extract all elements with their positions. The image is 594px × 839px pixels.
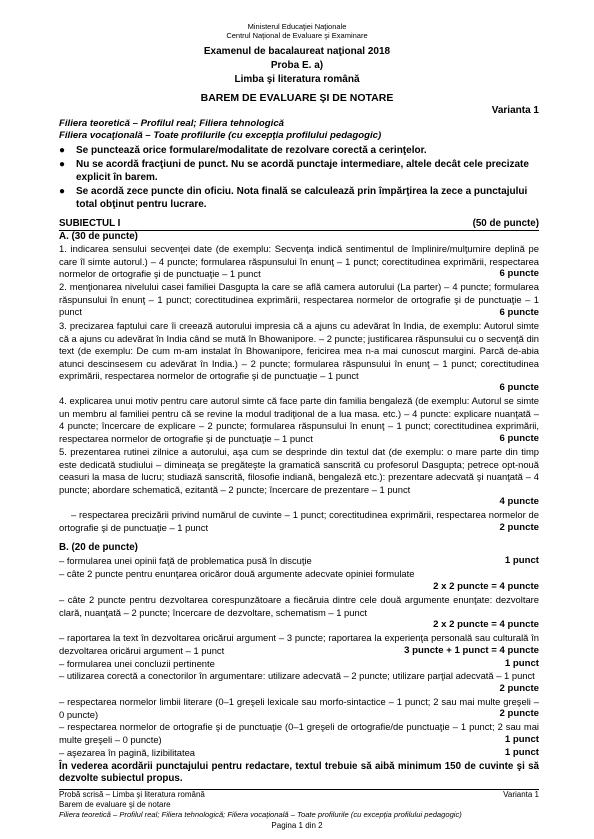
center-name: Centrul Naţional de Evaluare şi Examinare	[226, 31, 368, 40]
b-item-score: 1 punct	[504, 658, 539, 669]
item-score: 6 puncte	[499, 307, 539, 318]
footer-line-1: Probă scrisă – Limba şi literatura română	[59, 790, 205, 799]
b-item-score: 1 punct	[504, 747, 539, 758]
item-score: 4 puncte	[499, 496, 539, 507]
b-item-3: – câte 2 puncte pentru dezvoltarea corespunzătoare a fiecăruia dintre cele două argumente enunţate: dezvoltare clară, nuanţată – 2 puncte; încercare de dezvoltare, schematism – 1 punct	[59, 594, 539, 618]
b-item-2: – câte 2 puncte pentru enunţarea oricăror două argumente adecvate opiniei formulate	[59, 568, 415, 579]
rule-item-3	[59, 186, 539, 211]
b-item-6: – utilizarea corectă a conectorilor în argumentare: utilizare adecvată – 2 puncte; utilizare parţial adecvată – 1 punct	[59, 670, 535, 681]
item-text: – respectarea precizării privind numărul de cuvinte – 1 punct; corectitudinea exprimării, respectarea normelor de ortografie şi de punctuaţie – 1 punct	[59, 509, 539, 533]
b-item-7: – respectarea normelor limbii literare (0–1 greşeli lexicale sau morfo-sintactice – 1 punct; 2 sau mai multe greşeli – 0 puncte)	[59, 696, 539, 720]
part-b-title: B. (20 de puncte)	[59, 542, 138, 553]
item-3	[59, 320, 539, 383]
item-5	[59, 446, 539, 496]
item-text: 1. indicarea sensului secvenţei date (de exemplu: Secvenţa indică sentimentul de împlinire/mulţumire deplină pe care îl simte autorul.) – 4 puncte; formularea răspunsului în enunţ – 1 punct; corectitudinea exprimării, respectarea normelor de ortografie şi de punctuaţie – 1 punct	[59, 243, 539, 280]
b-item-score: 2 puncte	[499, 683, 539, 694]
item-text: 5. prezentarea rutinei zilnice a autorului, aşa cum se desprinde din textul dat (de exemplu: o mare parte din timp este dedicată studiului – dimineaţa se pregăteşte la gramatică sanscrită cu profesorul Dasgupta; petrece opt-nouă ceasuri la masa de lucru; studiază sanscrită, filosofie indiană, bengaleză etc.): prezentare adecvată şi nuanţată – 4 puncte; abordare schematică, ezitantă – 2 puncte; încercare de prezentare – 1 punct	[59, 446, 539, 495]
b-item-5: – formularea unei concluzii pertinente	[59, 658, 215, 669]
item-score: 2 puncte	[499, 522, 539, 533]
filiera-line-1: Filiera teoretică – Profilul real; Filiera tehnologică	[59, 118, 284, 129]
item-score: 6 puncte	[499, 433, 539, 444]
page-number: Pagina 1 din 2	[271, 821, 323, 830]
subject-points: (50 de puncte)	[472, 218, 539, 229]
bullet-icon: ●	[59, 159, 66, 170]
item-text: 3. precizarea faptului care îi creează autorului impresia că a ajuns cu adevărat în India, de exemplu: Autorul simte că a ajuns cu adevărat în India când se mută în Bhowanipore. – 2 puncte; justificarea răspunsului cu o secvenţă din text (de exemplu: De cum m-am instalat în Bhowanipore, fericirea mea n-a mai cunoscut margini. Parcă de-abia atunci descinsesem cu adevărat în India.) – 2 puncte; formularea răspunsului în enunţ – 1 punct; corectitudinea exprimării, respectarea normelor de ortografie şi de punctuaţie – 1 punct	[59, 320, 539, 382]
part-a-title: A. (30 de puncte)	[59, 231, 138, 242]
rule-text: Se acordă zece puncte din oficiu. Nota finală se calculează prin împărţirea la zece a punctajului total obţinut pentru lucrare.	[76, 186, 528, 210]
item-1	[59, 243, 539, 281]
item-score: 6 puncte	[499, 382, 539, 393]
item-score: 6 puncte	[499, 268, 539, 279]
bullet-icon: ●	[59, 145, 66, 156]
b-item-8: – respectarea normelor de ortografie şi de punctuaţie (0–1 greşeli de ortografie/de punctuaţie – 1 punct; 2 sau mai multe greşeli – 0 puncte)	[59, 721, 539, 745]
b-item-score: 1 punct	[504, 734, 539, 745]
rule-text: Se punctează orice formulare/modalitate de rezolvare corectă a cerinţelor.	[76, 145, 427, 156]
item-6	[59, 509, 539, 534]
b-item-score: 2 puncte	[499, 708, 539, 719]
ministry-name: Ministerul Educaţiei Naţionale	[247, 22, 347, 31]
b-item-1: – formularea unei opinii faţă de problematica pusă în discuţie	[59, 555, 312, 566]
b-item-4: – raportarea la text în dezvoltarea oricărui argument – 3 puncte; raportarea la experienţa personală sau culturală în dezvoltarea oricărui argument – 1 punct	[59, 632, 539, 656]
proba-label: Proba E. a)	[270, 60, 324, 71]
filiera-line-2: Filiera vocaţională – Toate profilurile (cu excepţia profilului pedagogic)	[59, 130, 382, 141]
footer-line-3: Filiera teoretică – Profilul real; Filiera tehnologică; Filiera vocaţională – Toate profilurile (cu excepţia profilului pedagogic)	[59, 810, 462, 819]
rule-item-1	[59, 145, 539, 158]
b-item-9: – aşezarea în pagină, lizibilitatea	[59, 747, 196, 758]
b-item-score: 2 x 2 puncte = 4 puncte	[433, 619, 539, 630]
b-item-score: 1 punct	[504, 555, 539, 566]
footer-line-2: Barem de evaluare şi de notare	[59, 800, 171, 809]
footer-variant: Varianta 1	[503, 790, 539, 799]
b-item-score: 2 x 2 puncte = 4 puncte	[433, 581, 539, 592]
variant-label: Varianta 1	[491, 105, 539, 116]
item-text: 2. menţionarea nivelului casei familiei Dasgupta la care se află camera autorului (La parter) – 4 puncte; formularea răspunsului în enunţ – 1 punct; corectitudinea exprimării, respectarea normelor de ortografie şi de punctuaţie – 1 punct	[59, 281, 539, 318]
b-item-score: 3 puncte + 1 punct = 4 puncte	[400, 645, 539, 658]
subject-name: Limba şi literatura română	[234, 74, 360, 85]
rule-text: Nu se acordă fracţiuni de punct. Nu se acordă punctaje intermediare, altele decât cele precizate explicit în barem.	[76, 159, 529, 183]
barem-title: BAREM DE EVALUARE ŞI DE NOTARE	[200, 92, 394, 104]
item-text: 4. explicarea unui motiv pentru care autorul simte că face parte din familia bengaleză (de exemplu: Autorul se simte un membru al familiei pentru că se revine la modul tradiţional de a lua masa. etc.) – 4 puncte: explicare nuanţată – 4 puncte; încercare de explicare – 2 puncte; formularea răspunsului în enunţ – 1 punct; corectitudinea exprimării, respectarea normelor de ortografie şi de punctuaţie – 1 punct	[59, 395, 539, 444]
rule-item-2	[59, 159, 539, 184]
bullet-icon: ●	[59, 186, 66, 197]
exam-title: Examenul de bacalaureat naţional 2018	[203, 46, 391, 57]
redactare-note: În vederea acordării punctajului pentru redactare, textul trebuie să aibă minimum 150 de cuvinte şi să dezvolte subiectul propus.	[59, 761, 539, 785]
item-4	[59, 395, 539, 445]
item-2	[59, 281, 539, 319]
subject-title: SUBIECTUL I	[59, 218, 121, 229]
